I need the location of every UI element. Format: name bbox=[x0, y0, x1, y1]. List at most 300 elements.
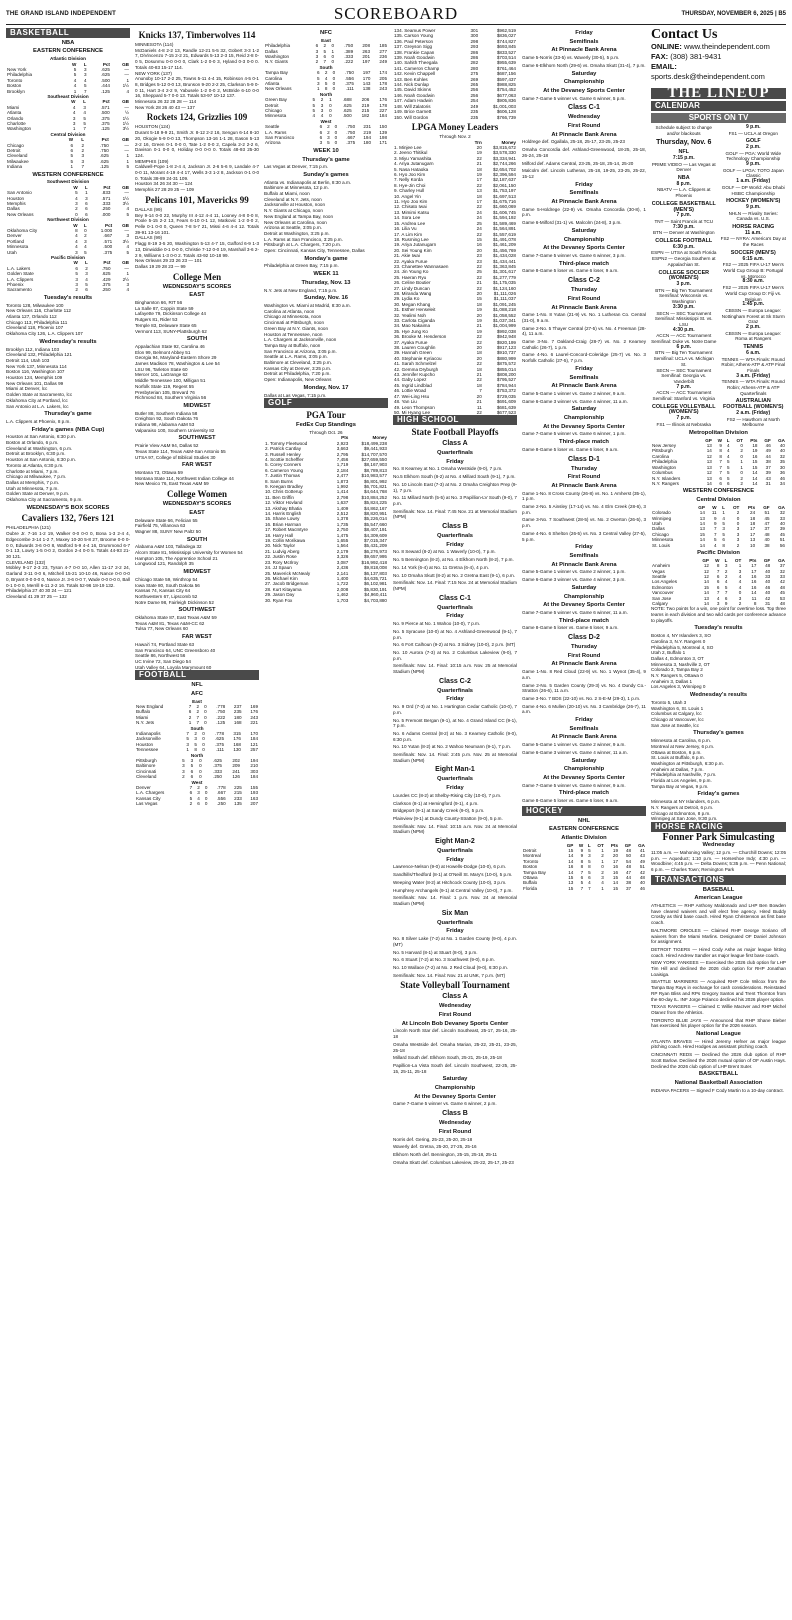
game-line: Game 1-No. 8 Yutan (21-9) vs. No. 1 Lutheran Co. Central (31-0), 9 a.m. bbox=[522, 312, 646, 323]
table-cell: 5 bbox=[580, 880, 584, 886]
table-cell: Montreal bbox=[523, 853, 541, 859]
table-cell: 41 bbox=[639, 848, 645, 854]
table-cell: 0 bbox=[332, 86, 336, 92]
class-title: Class A bbox=[442, 440, 468, 448]
table-row bbox=[651, 481, 786, 486]
table-cell: 301 bbox=[470, 28, 479, 33]
table-cell: 1,564 bbox=[336, 543, 349, 549]
table-row bbox=[264, 43, 388, 48]
table-cell: 135. Carson Young bbox=[394, 33, 434, 39]
table-cell: 22 bbox=[476, 334, 482, 340]
table-cell: 6 bbox=[197, 801, 200, 807]
table-cell: Kansas City bbox=[136, 795, 161, 801]
table-cell: 13 bbox=[568, 880, 574, 886]
table-cell: .375 bbox=[215, 741, 225, 747]
table-cell: L bbox=[587, 842, 591, 848]
table-cell: 8 bbox=[75, 228, 78, 233]
table-cell: 22. Justin Rose bbox=[265, 554, 297, 560]
tv-line: BTN — Big Ten Tournament Semifinal: Wisconsin vs. Washington bbox=[655, 287, 713, 305]
table-cell: .500 bbox=[103, 244, 113, 250]
table-cell: 4 bbox=[84, 244, 87, 250]
table-cell: 3 bbox=[320, 102, 324, 108]
online-value[interactable]: www.theindependent.com bbox=[683, 41, 770, 51]
table-cell: 1.000 bbox=[100, 228, 113, 233]
tv-line: ACCN — ACC Tournament Semifinal: Stanford vs. Virginia bbox=[652, 390, 715, 402]
table-cell: 19 bbox=[476, 307, 482, 313]
table-cell: Buffalo bbox=[136, 709, 151, 715]
table-cell: 176 bbox=[379, 97, 387, 103]
table-cell: 5 bbox=[714, 537, 717, 543]
round-title: Third-place match bbox=[559, 260, 609, 267]
women-southwest: Oklahoma State 87, East Texas A&M 59 Texas A&M 81, Texas A&M-CC 62 Tulsa 77, New Orleans 60 bbox=[135, 615, 217, 632]
table-cell: 47 bbox=[625, 869, 632, 875]
table-cell: 39 bbox=[779, 526, 785, 532]
table-cell: L.A. Clippers bbox=[7, 276, 34, 282]
table-cell: GB bbox=[122, 184, 129, 190]
table-cell: 48 bbox=[625, 864, 632, 870]
table-cell: Utah bbox=[7, 249, 17, 255]
afc-title: AFC bbox=[191, 690, 203, 697]
table-cell: 5 bbox=[727, 475, 730, 481]
class-title: Class C-2 bbox=[439, 677, 471, 685]
table-cell: 6 bbox=[719, 475, 722, 481]
table-cell: 20 bbox=[476, 145, 482, 151]
table-cell: 174 bbox=[379, 70, 387, 76]
table-cell: .750 bbox=[101, 265, 111, 271]
game-line: Plainview (9-1) at Dundy County-Stratton (9-0), 5 p.m. bbox=[393, 815, 503, 821]
tv-time: 9 p.m. bbox=[746, 123, 761, 130]
table-cell: 5. Corey Conners bbox=[265, 462, 302, 468]
tv-time: 6 a.m. bbox=[746, 349, 761, 356]
nhl-metro-table bbox=[651, 438, 786, 487]
table-cell: 5 bbox=[85, 282, 88, 288]
table-cell: 1,475 bbox=[336, 532, 349, 538]
table-cell: 46. Lottie Woad bbox=[394, 388, 427, 394]
thu-games-title: Thursday's game bbox=[44, 411, 92, 418]
table-cell: 2 bbox=[740, 480, 743, 486]
table-cell: 2½ bbox=[122, 276, 129, 282]
tv-line: ESPN — UTSA at South Florida bbox=[651, 250, 717, 256]
table-cell: 48 bbox=[625, 848, 632, 854]
table-cell: $836,027 bbox=[496, 33, 516, 39]
table-cell: 15 bbox=[568, 848, 574, 854]
round-title: At Pinnacle Bank Arena bbox=[551, 383, 617, 390]
tv-line: NHLN — Rivalry Series: Canada vs. U.S. bbox=[728, 210, 778, 222]
table-cell: 1,637 bbox=[336, 500, 349, 506]
game-line: Semifinals: Nov. 14. Final: 7:15 Nov. 24 at Memorial Stadium (NPM) bbox=[393, 580, 517, 591]
table-cell: 0 bbox=[740, 453, 743, 459]
round-title: Semifinals bbox=[569, 374, 599, 381]
table-cell: 3 bbox=[738, 568, 742, 574]
table-cell: Dallas bbox=[7, 206, 20, 212]
round-title: Quarterfinals bbox=[436, 919, 474, 926]
table-cell: 5 bbox=[727, 459, 730, 465]
table-cell: .333 bbox=[344, 53, 354, 59]
table-cell: 0 bbox=[204, 709, 207, 715]
table-cell: Washington bbox=[652, 464, 677, 470]
nfl-division-table bbox=[264, 65, 388, 92]
table-cell: 168 bbox=[233, 720, 242, 726]
round-title: At Pinnacle Bank Arena bbox=[551, 561, 617, 568]
table-cell: 282 bbox=[470, 60, 479, 66]
table-cell: .688 bbox=[342, 97, 352, 103]
table-cell: Minnesota bbox=[265, 113, 287, 119]
table-cell: 7 bbox=[714, 531, 717, 537]
table-row bbox=[651, 459, 786, 464]
tv-line: FS2 — 2025 FIFA U-17 Men's World Cup Group D: Fiji vs. Belgium bbox=[722, 285, 784, 302]
table-cell: 39 bbox=[765, 470, 771, 476]
game-line: Semifinals: Nov. 14. Final: Nov. 21 at UNK, 7 p.m. (MT) bbox=[393, 972, 506, 978]
table-cell: 3 bbox=[319, 140, 323, 146]
table-cell: Boston bbox=[523, 864, 538, 870]
table-cell: 8 bbox=[194, 747, 197, 753]
table-cell: 265 bbox=[470, 82, 479, 88]
table-cell: 249 bbox=[379, 59, 387, 65]
nhl-title: NHL bbox=[578, 817, 590, 824]
division-table bbox=[6, 94, 130, 132]
game-line: Game 1-No. 8 Cross County (26-8) vs. No. 1 Amherst (35-1), 1 p.m. bbox=[522, 490, 646, 502]
box-pelicans: DALLAS (99) Bey 9-14 0-0 22, Murphy III 4-12 4-4 11, Looney 4-8 0-0 8, Poole 5-15 2-2 13, Fears 6-10 0-1 12, Matkovic 1-2 0-0 2, Pelle 0-1 0-0 0, Queen 7-8 5-7 21, Missi 4-6 4-4 12. Totals 39-91 13-16 101. DALLAS (99) Flagg 8-19 3-5 20, Washington 5-13 4-7 15, Gafford 6-9 1-3 13, Dinwiddie 0-1 0-0 0, Christie 7-12 0-0 19, Marshall 3-6 2-2 9, Williams 1-3 0-0 2. Totals 43-92 10-18 99. New Orleans 29 23 26 23 — 101 Dallas 19 29 28 23 — 99 bbox=[135, 206, 259, 269]
table-cell: 18 bbox=[752, 443, 758, 449]
table-cell: 3 bbox=[186, 741, 189, 747]
tv-category: COLLEGE SOCCER (WOMEN'S) bbox=[658, 269, 710, 282]
round-title: At Pinnacle Bank Arena bbox=[551, 131, 617, 138]
round-title: First Round bbox=[438, 1012, 472, 1019]
table-cell: 3 bbox=[601, 875, 604, 881]
game-line: No. 5 Harvard (8-1) at Stuart (8-0), 3 p.m. bbox=[393, 949, 478, 955]
table-cell: 9 bbox=[714, 520, 717, 526]
table-cell: 241 bbox=[232, 768, 240, 774]
table-cell: 14 bbox=[699, 542, 705, 548]
table-cell: Colorado bbox=[652, 510, 671, 516]
table-cell: 10. Chris Gotterup bbox=[265, 489, 303, 495]
table-cell: 0 bbox=[331, 53, 335, 59]
game-line: Millard South def. Elkhorn South, 25-21, 25-19, 25-18 bbox=[393, 1055, 502, 1061]
box-title-cavs: Cavaliers 132, 76ers 121 bbox=[21, 513, 115, 524]
table-cell: 201 bbox=[362, 53, 371, 59]
table-cell: 7 bbox=[716, 590, 720, 596]
table-cell: 0 bbox=[204, 703, 207, 709]
table-cell: New England bbox=[136, 703, 164, 709]
table-cell: 16 bbox=[612, 869, 619, 875]
division-name: Southwest Division bbox=[46, 179, 90, 185]
table-cell: 13 bbox=[706, 459, 712, 465]
table-cell: $4,703,880 bbox=[364, 597, 387, 603]
table-cell: GP bbox=[705, 437, 712, 443]
table-cell: 0 bbox=[736, 515, 740, 521]
trans-nl: National League bbox=[696, 1031, 741, 1038]
table-cell: 45 bbox=[779, 590, 785, 596]
tv-category: COLLEGE VOLLEYBALL (WOMEN'S) bbox=[652, 403, 716, 416]
table-cell: 2 bbox=[323, 43, 327, 49]
table-cell: $1,124,160 bbox=[493, 285, 516, 291]
table-cell: 14 bbox=[568, 853, 574, 859]
table-cell: 48 bbox=[764, 531, 770, 537]
table-row bbox=[6, 287, 130, 292]
table-cell: $2,396,594 bbox=[493, 172, 516, 178]
contact-online bbox=[651, 42, 786, 52]
table-cell: 16 bbox=[568, 864, 574, 870]
table-cell: .667 bbox=[103, 233, 113, 239]
table-cell: $1,363,845 bbox=[493, 263, 516, 269]
table-cell: $6,801,992 bbox=[364, 478, 387, 484]
trans-item: BALTIMORE ORIOLES — Claimed RHP George Soriano off waivers from the Miami Marlins. Designated OF Daniel Johnson for assignment. bbox=[651, 927, 786, 945]
table-cell: Calgary bbox=[652, 600, 668, 606]
table-cell: 16 bbox=[751, 573, 757, 579]
nfl-thu-title: Thursday's game bbox=[302, 156, 350, 163]
table-cell: 8 bbox=[719, 453, 722, 459]
table-cell: 48 bbox=[779, 600, 785, 606]
table-cell: 10. Angel Yin bbox=[394, 193, 421, 199]
trans-item: ATHLETICS — RHP Anthony Maldonado and LHP Ben Bowden have cleared waivers and will elect free agency. Hired Buddy Crosby as third base coach. Hired Ryan Christenson as first base coach. bbox=[651, 902, 786, 926]
table-cell: 1½ bbox=[122, 120, 129, 126]
table-cell: 28. Kurt Kitayama bbox=[265, 586, 302, 592]
table-cell: 5 bbox=[194, 741, 197, 747]
round-title: At Pinnacle Bank Arena bbox=[551, 734, 617, 741]
table-cell: 31 bbox=[765, 480, 771, 486]
table-cell: Boston bbox=[7, 83, 22, 89]
nhl-tue: Boston 4, NY Islanders 3, SO Carolina 3, N.Y. Rangers 0 Philadelphia 5, Montreal 4, SO Utah 2, Buffalo 1 Dallas 4, Edmonton 3, OT Minnesota 3, Nashville 2, OT Colorado 3, Tampa Bay 2 N.Y. Rangers 5, Ottawa 0 Anaheim 3, Dallas 1 Los Angeles 3, Winnipeg 0 bbox=[651, 633, 714, 690]
table-row bbox=[264, 70, 388, 75]
class-title: Eight Man-2 bbox=[435, 838, 475, 846]
nhl-east-title: EASTERN CONFERENCE bbox=[549, 826, 619, 833]
round-title: Quarterfinals bbox=[436, 848, 474, 855]
table-cell: New Orleans bbox=[7, 211, 34, 217]
game-line: Sandhills/Thedford (8-1) at O'Neill St. Mary's (10-0), 5 p.m. bbox=[393, 872, 513, 878]
golf-header: GOLF bbox=[264, 398, 388, 408]
round-title: Semifinals bbox=[569, 725, 599, 732]
game-line: Game 8-Game 5 loser vs. Game 6 loser, 9 a.m. bbox=[522, 446, 619, 452]
college-men-sub: WEDNESDAY'S SCORES bbox=[162, 283, 232, 290]
table-cell: $1,004,999 bbox=[493, 323, 516, 329]
lpga-title: LPGA Money Leaders bbox=[411, 121, 499, 132]
table-cell: OT bbox=[736, 437, 743, 443]
table-cell: 2,750 bbox=[336, 527, 349, 533]
table-cell: GF bbox=[624, 842, 632, 848]
table-cell: 22 bbox=[476, 361, 482, 367]
table-cell: $27,659,550 bbox=[361, 456, 387, 462]
table-cell: 275 bbox=[470, 71, 479, 77]
table-cell: 2,184 bbox=[336, 467, 349, 473]
table-cell: 4 bbox=[72, 104, 76, 110]
game-line: Game 7-Game 5 winner vs. Game 6 winner, 1 p.m. bbox=[522, 431, 626, 437]
round-title: At Pinnacle Bank Arena bbox=[551, 47, 617, 54]
nhl-tue-title: Tuesday's results bbox=[694, 625, 743, 632]
email-value[interactable]: sports.desk@theindependent.com bbox=[651, 71, 765, 81]
table-cell: 1,722 bbox=[336, 581, 349, 587]
table-row bbox=[135, 801, 259, 806]
division-table bbox=[6, 255, 130, 293]
table-cell: $905,836 bbox=[496, 98, 516, 104]
table-cell: $2,187,637 bbox=[493, 177, 516, 183]
round-title: Championship bbox=[563, 766, 605, 773]
table-cell: 8 bbox=[753, 600, 757, 606]
table-cell: $8,789,813 bbox=[364, 467, 387, 473]
table-cell: 4 bbox=[588, 880, 591, 886]
table-cell: 2. Patrick Cantlay bbox=[265, 446, 301, 452]
table-cell: $855,014 bbox=[496, 366, 516, 372]
game-line: Malcolm def. Lincoln Lutheran, 25-18, 19-25, 23-25, 25-22, 15-12 bbox=[522, 168, 646, 179]
table-cell: 1 bbox=[740, 459, 743, 465]
table-cell: Denver bbox=[7, 233, 22, 239]
nfl-division-table bbox=[135, 780, 259, 807]
round-title: At the Devaney Sports Center bbox=[414, 1093, 496, 1100]
tv-line: FS2 — 2025 FIFA U-17 Men's World Cup Group B: Portugal vs. Morocco bbox=[722, 262, 784, 279]
table-cell: Florida bbox=[523, 885, 538, 891]
table-cell: 3 bbox=[81, 158, 84, 164]
table-cell: 4 bbox=[126, 287, 129, 293]
table-cell: Detroit bbox=[265, 102, 279, 108]
table-cell: 11. Ben Griffin bbox=[265, 494, 294, 500]
game-line: Holdrege def. Ogallala, 25-18, 25-17, 23-25, 25-23 bbox=[522, 139, 625, 145]
table-cell: 19 bbox=[476, 172, 482, 178]
division-name: Atlantic Division bbox=[50, 56, 86, 62]
table-cell: 34 bbox=[779, 480, 785, 486]
game-line: Semifinals: Nov. 14. Final: 7:45 Nov. 21 at Memorial Stadium (NPM) bbox=[393, 508, 517, 520]
tv-category: HOCKEY (WOMEN'S) bbox=[726, 198, 781, 205]
table-cell: 5 bbox=[126, 164, 129, 170]
game-line: Norris def. Gering, 25-23, 25-20, 25-18 bbox=[393, 1136, 473, 1142]
table-cell: 1 bbox=[126, 158, 129, 164]
table-cell: Vegas bbox=[652, 568, 665, 574]
table-cell: Miami bbox=[136, 714, 149, 720]
round-title: At the Devaney Sports Center bbox=[543, 87, 625, 94]
table-cell: Pts bbox=[610, 842, 619, 848]
table-cell: 15 bbox=[703, 584, 709, 590]
game-line: No. 11 Millard North (5-5) at No. 3 Papillion-LV South (9-0), 7 p.m. bbox=[393, 495, 517, 506]
table-cell: Pct bbox=[102, 99, 110, 105]
tue-results-title: Tuesday's results bbox=[43, 294, 93, 301]
division-name: North bbox=[319, 91, 333, 97]
table-cell: $729,035 bbox=[496, 393, 516, 399]
nfl-thu11: N.Y. Jets at New England, 7:15 p.m. bbox=[264, 287, 338, 293]
tv-line: TENNIS — WTA Finals: Round Robin; Athens-ATP & ATP Final Finals bbox=[721, 356, 786, 373]
table-cell: $1,111,037 bbox=[493, 296, 516, 302]
table-cell: .375 bbox=[100, 115, 110, 121]
round-title: Friday bbox=[446, 785, 464, 792]
game-line: No. 8 Seward (8-2) at No. 1 Waverly (10-0), 7 p.m. bbox=[393, 549, 496, 555]
table-cell: 5 bbox=[70, 153, 74, 159]
table-cell: L bbox=[83, 61, 87, 67]
table-cell: 21 bbox=[476, 372, 482, 378]
table-cell: 24 bbox=[476, 226, 482, 232]
table-cell: 1,409 bbox=[336, 505, 349, 511]
box-rockets: HOUSTON (124) Durant 5-18 9-9 21, Smith Jr. 8-12 2-2 16, Sengun 6-14 8-10 20, Okogie 5-9 0-0 13, Thompson 13-16 1-1 28, Eason 5-13 2-2 16, Green 0-1 0-0 0, Tate 1-2 0-0 2, Capela 2-2 2-2 6, Davison 0-1 0-0 0, Holiday 0-0 0-0 0. Totals 48-93 25-30 124. MEMPHIS (109) Caldwell-Pope 1-8 2-4 4, Jackson Jr. 2-6 5-6 9, Landale 4-7 0-0 11, Morant 4-19 4-4 17, Wells 3-3 1-2 8, Jackson 0-1 0-0 0. Totals 38-89 24-31 109. Houston 34 26 34 30 — 124 Memphis 27 28 29 25 — 109 bbox=[135, 124, 259, 193]
table-cell: 14 bbox=[568, 869, 574, 875]
table-cell: — bbox=[124, 142, 129, 148]
class-title: Class B bbox=[442, 1110, 468, 1118]
table-cell: Minnesota bbox=[7, 244, 29, 250]
round-title: At Lincoln Bob Devaney Sports Center bbox=[401, 1020, 509, 1027]
table-cell: 2 bbox=[189, 801, 193, 807]
round-title: Thursday bbox=[570, 465, 598, 472]
table-cell: 18 bbox=[476, 166, 482, 172]
table-cell: 180 bbox=[233, 714, 242, 720]
women-farwest: Hawai'i 74, Portland State 63 San Francisco 64, UNC Greensboro 40 Seattle 86, Northwest 56 UC Irvine 72, San Diego 54 Utah Valley 64, Loyola Marymount 60 bbox=[135, 641, 216, 670]
fax-label: FAX: bbox=[651, 51, 669, 61]
table-cell: 38 bbox=[765, 459, 771, 465]
table-cell: 35 bbox=[779, 459, 785, 465]
table-cell: 2 bbox=[81, 148, 84, 154]
table-cell: 49. Leon Thompson bbox=[394, 404, 435, 410]
table-cell: Pct bbox=[103, 184, 111, 190]
table-cell: .429 bbox=[101, 276, 111, 282]
table-cell: 7,456 bbox=[336, 456, 349, 462]
tv-time: 1:45 p.m. bbox=[742, 301, 765, 308]
table-cell: L bbox=[726, 437, 730, 443]
nfc-title: NFC bbox=[320, 30, 332, 36]
women-midwest: Chicago State 59, Winthrop 54 Iowa State 80, South Dakota 56 Kansas 74, Kansas City 64 Northwestern 67, Lipscomb 52 Notre Dame 98, Fairleigh Dickinson 52 bbox=[135, 576, 214, 605]
central-div-title: Central Division bbox=[696, 497, 741, 504]
table-cell: 6 bbox=[588, 875, 591, 881]
table-cell: 3 bbox=[182, 768, 185, 774]
table-cell: Buffalo bbox=[523, 880, 538, 886]
table-cell: W bbox=[73, 260, 78, 266]
table-cell: 22. Ayaka Furue bbox=[394, 258, 428, 264]
table-cell: 249 bbox=[470, 103, 479, 109]
table-cell: 21. Akie Iwai bbox=[394, 253, 420, 259]
table-cell: 0 bbox=[334, 129, 338, 135]
nba-title: NBA bbox=[61, 39, 75, 46]
table-cell: Philadelphia bbox=[652, 459, 678, 465]
table-cell: 176 bbox=[250, 709, 258, 715]
tv-line: Schedule subject to change and/or blackouts bbox=[655, 124, 712, 136]
table-cell: .375 bbox=[100, 120, 110, 126]
game-line: Game 4-No. 6 Mullen (20-10) vs. No. 3 Cambridge (26-7), 11 a.m. bbox=[522, 703, 646, 715]
table-cell: .333 bbox=[101, 200, 111, 206]
table-cell: 1 bbox=[85, 190, 88, 196]
round-title: Semifinals bbox=[569, 190, 599, 197]
table-cell: 4 bbox=[75, 244, 78, 250]
table-cell: .111 bbox=[215, 747, 225, 753]
table-cell: 22 bbox=[476, 274, 482, 280]
table-cell: 1 bbox=[126, 77, 129, 83]
table-cell: $808,200 bbox=[496, 372, 516, 378]
tv-time: 2 p.m. bbox=[746, 324, 761, 331]
table-cell: 207 bbox=[250, 801, 258, 807]
table-cell: 1,655 bbox=[336, 538, 349, 544]
table-cell: 0 bbox=[199, 763, 202, 769]
table-cell: 315 bbox=[233, 730, 241, 736]
table-row bbox=[522, 886, 646, 891]
table-cell: L bbox=[85, 260, 88, 266]
game-line: No. 6 Fort Calhoun (9-2) at No. 3 Sidney (10-0), 2 p.m. (MT) bbox=[393, 642, 516, 648]
round-title: At Pinnacle Bank Arena bbox=[551, 199, 617, 206]
round-title: Wednesday bbox=[438, 1003, 472, 1010]
table-cell: .250 bbox=[101, 287, 111, 293]
table-cell: .778 bbox=[215, 730, 225, 736]
table-cell: 0 bbox=[334, 140, 338, 146]
table-row bbox=[264, 598, 388, 603]
tv-time: 7 p.m. bbox=[676, 212, 691, 219]
table-cell: 7 bbox=[196, 720, 199, 726]
table-cell: .375 bbox=[101, 282, 111, 288]
east-conference-title: EASTERN CONFERENCE bbox=[33, 48, 103, 55]
table-cell: 5 bbox=[75, 190, 78, 196]
table-cell: ½ bbox=[125, 110, 129, 116]
game-line: No. 10 Yutan (8-2) at No. 2 Wahoo Neumann (9-1), 7 p.m. bbox=[393, 744, 511, 750]
game-line: No. 9 Ord (7-3) at No. 1 Hartington Cedar Catholic (10-0), 7 p.m. bbox=[393, 704, 517, 715]
tv-time: 6:15 a.m. bbox=[742, 255, 764, 262]
table-cell: $691,609 bbox=[496, 399, 516, 405]
table-cell: 29. Jason Day bbox=[265, 592, 295, 598]
fri-games-title: Friday's games (NBA Cup) bbox=[31, 426, 105, 433]
table-cell: New Orleans bbox=[265, 86, 292, 92]
table-cell: 8 bbox=[719, 448, 722, 454]
table-cell: St. Louis bbox=[652, 542, 670, 548]
table-cell: 2 bbox=[315, 59, 319, 65]
table-cell: 4 bbox=[75, 233, 78, 239]
